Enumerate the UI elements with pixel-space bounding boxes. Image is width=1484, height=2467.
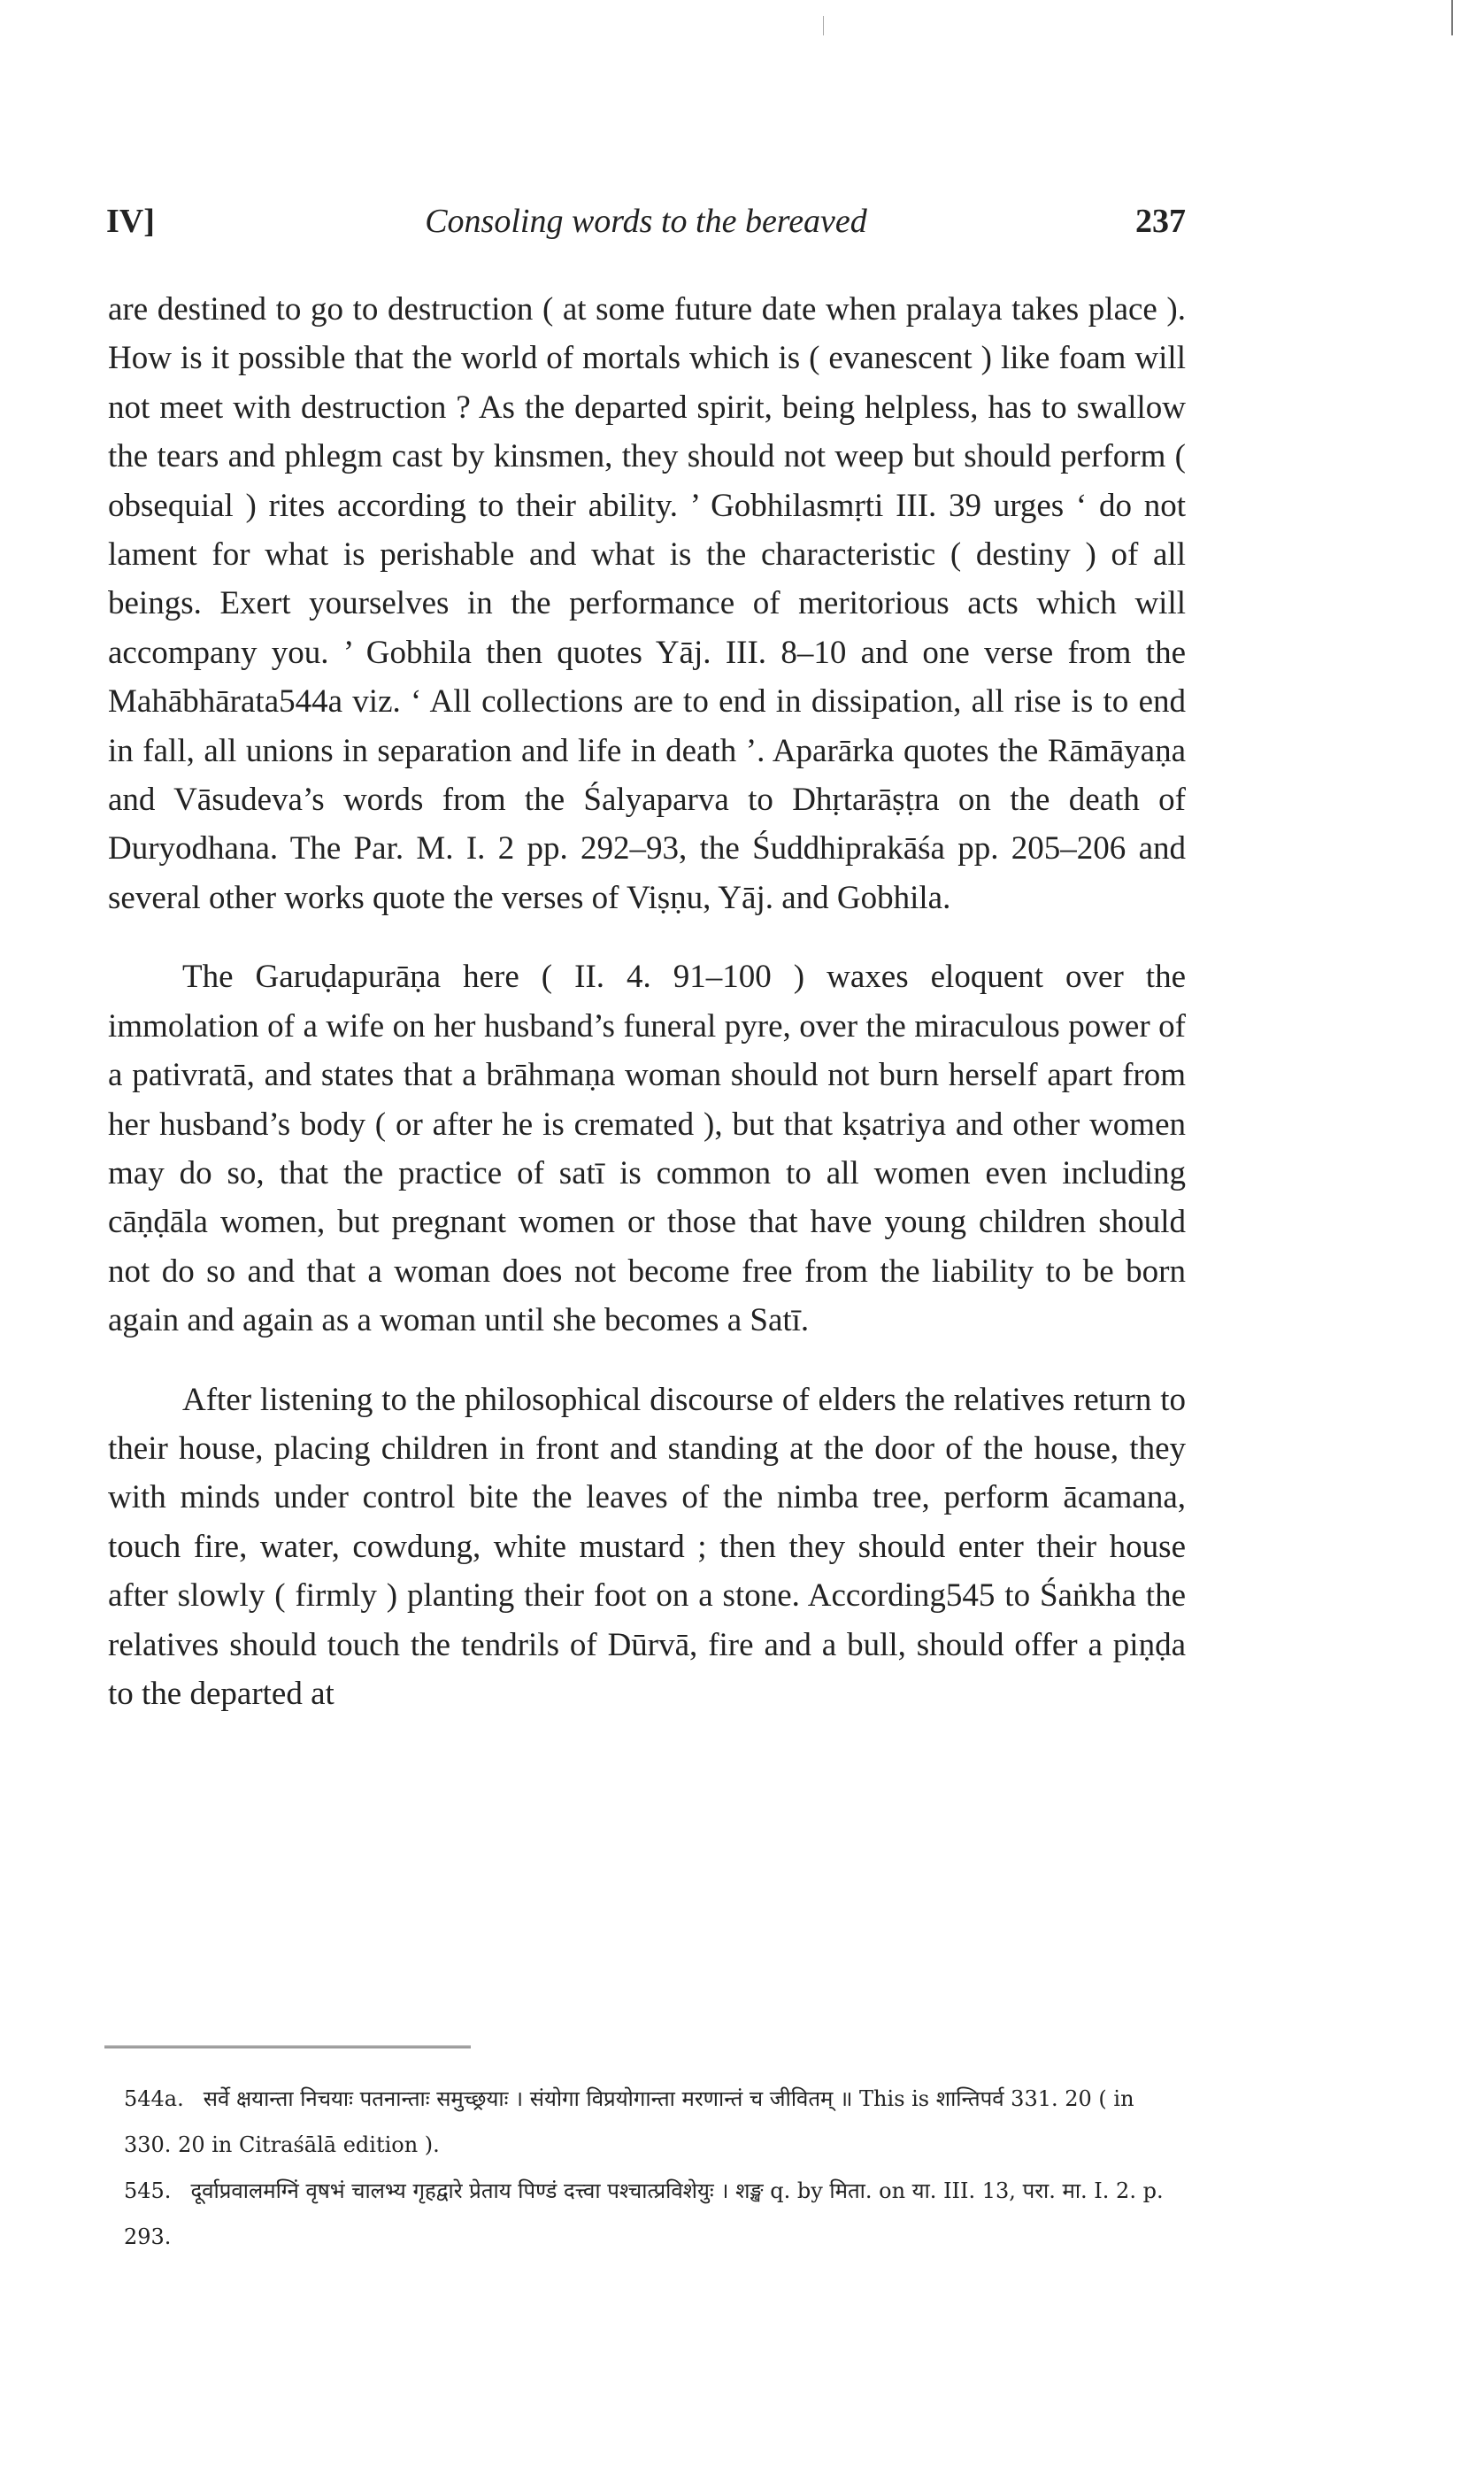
footnote-text: सर्वे क्षयान्ता निचयाः पतनान्ताः समुच्छ्रयाः । संयोगा विप्रयोगान्ता मरणान्तं च जीवितम् ॥ This is शान्तिपर्व 331. 20 ( in 330. 20 in Citraśālā edition ). (124, 2086, 1134, 2157)
footnote-544a (124, 2076, 1186, 2168)
footnote-number: 545. (124, 2178, 172, 2203)
body-text (108, 285, 1186, 1718)
page-number: 237 (1135, 203, 1186, 240)
scan-tick-mark (823, 16, 824, 35)
footnotes (124, 2076, 1186, 2260)
running-title: Consoling words to the bereaved (425, 203, 867, 240)
running-header (106, 202, 1186, 255)
chapter-number: IV] (106, 203, 155, 240)
footnote-text: दूर्वाप्रवालमग्निं वृषभं चालभ्य गृहद्वारे प्रेताय पिण्डं दत्त्वा पश्चात्प्रविशेयुः । शङ्ख q. by मिता. on या. III. 13, परा. मा. I. 2. p. 293. (124, 2178, 1164, 2249)
paragraph-3: After listening to the philosophical discourse of elders the relatives return to their house, placing children in front and standing at the door of the house, they with minds under control bite the leaves of the nimba tree, perform ācamana, touch fire, water, cowdung, white mustard ; then they should enter their house after slowly ( firmly ) planting their foot on a stone. According545 to Śaṅkha the relatives should touch the tendrils of Dūrvā, fire and a bull, should offer a piṇḍa to the departed at (108, 1381, 1186, 1712)
scan-edge-mark (1451, 0, 1453, 35)
footnote-545 (124, 2168, 1186, 2260)
paragraph-1: are destined to go to destruction ( at some future date when pralaya takes place ). How is it possible that the world of mortals which is ( evanescent ) like foam will not meet with destruction ? As the departed spirit, being helpless, has to swallow the tears and phlegm cast by kinsmen, they should not weep but should perform ( obsequial ) rites according to their ability. ’ Gobhilasmṛti III. 39 urges ‘ do not lament for what is perishable and what is the characteristic ( destiny ) of all beings. Exert yourselves in the performance of meritorious acts which will accompany you. ’ Gobhila then quotes Yāj. III. 8–10 and one verse from the Mahābhārata544a viz. ‘ All collections are to end in dissipation, all rise is to end in fall, all unions in separation and life in death ’. Aparārka quotes the Rāmāyaṇa and Vāsudeva’s words from the Śalyaparva to Dhṛtarāṣṭra on the death of Duryodhana. The Par. M. I. 2 pp. 292–93, the Śuddhiprakāśa pp. 205–206 and several other works quote the verses of Viṣṇu, Yāj. and Gobhila. (108, 291, 1186, 916)
footnote-number: 544a. (124, 2086, 184, 2111)
paragraph-2: The Garuḍapurāṇa here ( II. 4. 91–100 ) waxes eloquent over the immolation of a wife on her husband’s funeral pyre, over the miraculous power of a pativratā, and states that a brāhmaṇa woman should not burn herself apart from her husband’s body ( or after he is cremated ), but that kṣatriya and other women may do so, that the practice of satī is common to all women even including cāṇḍāla women, but pregnant women or those that have young children should not do so and that a woman does not become free from the liability to be born again and again as a woman until she becomes a Satī. (108, 959, 1186, 1339)
footnote-rule (104, 2046, 471, 2048)
